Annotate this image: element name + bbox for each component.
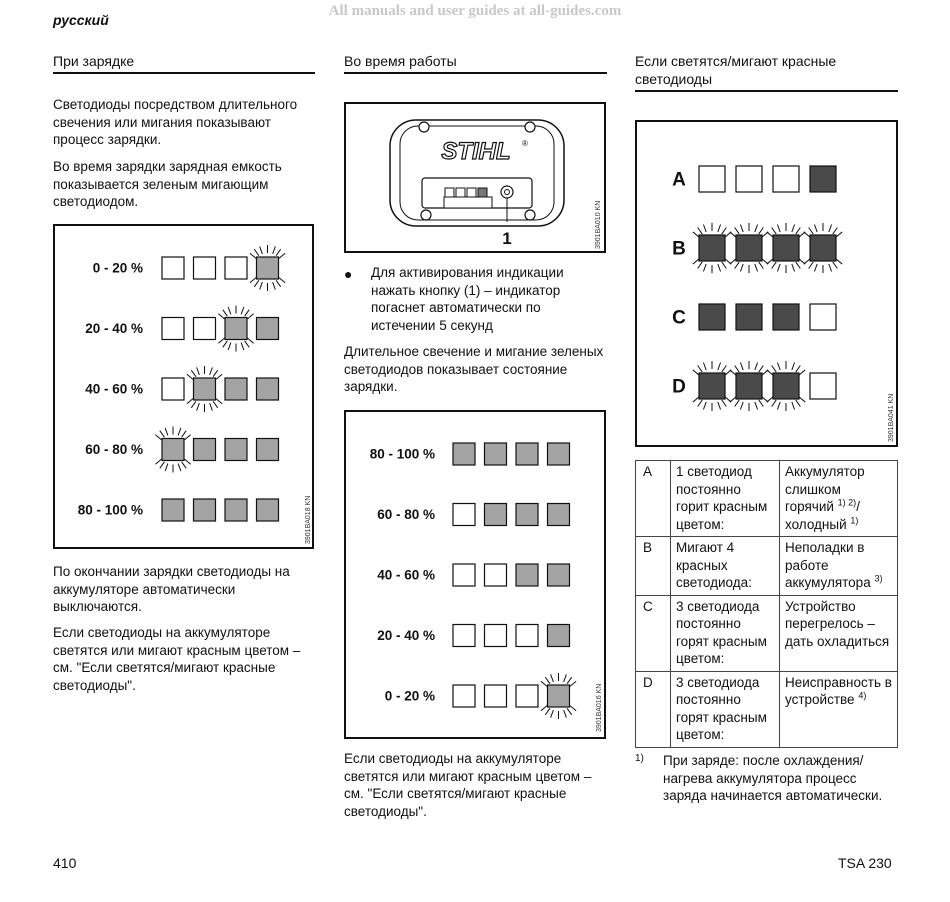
battery-illustration: [346, 104, 604, 251]
error-table-row: [636, 671, 898, 747]
charging-text-2: Во время зарядки зарядная емкость показывается зеленым мигающим светодиодом.: [53, 159, 282, 209]
figure-code: 3901BA016 KN: [596, 683, 603, 732]
led-indicator: [516, 685, 538, 707]
led-indicator: [194, 318, 216, 340]
led-indicator: [162, 257, 184, 279]
led-row-label: 0 - 20 %: [384, 688, 435, 704]
error-cause: Неполадки в работе аккумулятора $^{3)}$: [780, 537, 898, 596]
led-row-label: 0 - 20 %: [92, 260, 143, 276]
led-indicator: [162, 499, 184, 521]
led-row-label: 20 - 40 %: [377, 628, 435, 644]
led-indicator: [225, 257, 247, 279]
error-description: Мигают 4 красных светодиода:: [671, 537, 780, 596]
footnote-mark: 1): [635, 753, 644, 764]
led-indicator: [485, 504, 507, 526]
led-indicator: [225, 318, 247, 340]
led-indicator: [548, 625, 570, 647]
led-indicator: [736, 373, 762, 399]
error-code: D: [636, 671, 671, 747]
led-indicator: [453, 504, 475, 526]
led-row-label: 60 - 80 %: [85, 442, 143, 458]
led-indicator: [257, 378, 279, 400]
led-indicator: [516, 504, 538, 526]
led-indicator: [453, 443, 475, 465]
led-indicator: [773, 304, 799, 330]
led-indicator: [699, 304, 725, 330]
error-description: 3 светодиода постоянно горят красным цветом:: [671, 671, 780, 747]
led-indicator: [773, 235, 799, 261]
operation-text-2: Если светодиоды на аккумуляторе светятся или мигают красным цветом – см. "Если светятся/мигают красные светодиоды".: [344, 751, 592, 819]
led-indicator: [810, 166, 836, 192]
error-code: A: [636, 461, 671, 537]
led-indicator: [736, 235, 762, 261]
figure-code: 3901BA010 KN: [595, 200, 602, 249]
error-table-row: [636, 461, 898, 537]
error-description: 3 светодиода постоянно горят красным цветом:: [671, 595, 780, 671]
led-indicator: [162, 378, 184, 400]
error-code: B: [636, 537, 671, 596]
led-indicator: [548, 564, 570, 586]
led-indicator: [516, 564, 538, 586]
led-indicator: [736, 304, 762, 330]
error-table-row: [636, 595, 898, 671]
heading-charging: При зарядке: [53, 52, 315, 74]
led-indicator: [773, 373, 799, 399]
footnote-text: При заряде: после охлаждения/нагрева аккумулятора процесс заряда начинается автоматически.: [663, 753, 883, 803]
led-indicator: [485, 685, 507, 707]
led-indicator: [485, 443, 507, 465]
led-indicator: [453, 685, 475, 707]
led-indicator: [257, 439, 279, 461]
error-code: C: [636, 595, 671, 671]
led-indicator: [194, 499, 216, 521]
led-indicator: [257, 499, 279, 521]
operation-text-1: Длительное свечение и мигание зеленых светодиодов показывает состояние зарядки.: [344, 344, 604, 394]
error-table: [635, 460, 898, 748]
language-label: русский: [53, 12, 109, 28]
led-indicator: [225, 378, 247, 400]
charging-text-3: По окончании зарядки светодиоды на аккумуляторе автоматически выключаются.: [53, 564, 290, 614]
led-row-label: 80 - 100 %: [369, 446, 435, 462]
error-table-row: [636, 537, 898, 596]
svg-text:®: ®: [522, 139, 528, 148]
led-indicator: [810, 235, 836, 261]
led-indicator: [162, 439, 184, 461]
led-row-label: 60 - 80 %: [377, 507, 435, 523]
model-name: TSA 230: [838, 855, 892, 871]
led-indicator: [516, 443, 538, 465]
charging-text-4: Если светодиоды на аккумуляторе светятся или мигают красным цветом – см. "Если светятся/мигают красные светодиоды".: [53, 625, 301, 693]
activation-instruction: Для активирования индикации нажать кнопку (1) – индикатор погаснет автоматически по истечении 5 секунд: [371, 265, 564, 333]
led-row-label: 20 - 40 %: [85, 321, 143, 337]
led-indicator: [736, 166, 762, 192]
led-indicator: [485, 625, 507, 647]
led-row-label: 80 - 100 %: [77, 502, 143, 518]
led-indicator: [194, 378, 216, 400]
button-callout: 1: [502, 229, 512, 248]
led-indicator: [548, 443, 570, 465]
error-cause: Аккумулятор слишком горячий $^{1) 2)}$/холодный $^{1)}$: [780, 461, 898, 537]
led-row-label: 40 - 60 %: [377, 567, 435, 583]
led-indicator: [485, 564, 507, 586]
led-row-label: 40 - 60 %: [85, 381, 143, 397]
charging-text-1: Светодиоды посредством длительного свечения или мигания показывают процесс зарядки.: [53, 97, 298, 147]
led-indicator: [194, 439, 216, 461]
led-row-label: B: [672, 238, 686, 260]
led-indicator: [453, 625, 475, 647]
led-indicator: [257, 257, 279, 279]
led-indicator: [194, 257, 216, 279]
error-cause: Неисправность в устройстве $^{4)}$: [780, 671, 898, 747]
brand-logo: STIHL: [441, 138, 511, 165]
led-indicator: [699, 373, 725, 399]
led-indicator: [810, 373, 836, 399]
led-indicator: [773, 166, 799, 192]
led-indicator: [548, 504, 570, 526]
heading-operation: Во время работы: [344, 52, 607, 74]
page-number: 410: [53, 855, 77, 871]
led-row-label: D: [672, 376, 686, 398]
battery-figure: [344, 102, 606, 253]
led-indicator: [453, 564, 475, 586]
led-indicator: [225, 439, 247, 461]
heading-red-leds: Если светятся/мигают красные светодиоды: [635, 52, 898, 92]
led-indicator: [162, 318, 184, 340]
red-led-figure: [635, 120, 898, 447]
error-description: 1 светодиод постоянно горит красным цветом:: [671, 461, 780, 537]
led-indicator: [516, 625, 538, 647]
operation-led-figure: [344, 410, 606, 739]
charging-led-figure: [53, 224, 314, 549]
led-row-label: C: [672, 307, 686, 329]
led-row-label: A: [672, 169, 686, 191]
figure-code: 3901BA018 KN: [305, 495, 312, 544]
led-indicator: [699, 235, 725, 261]
bullet-mark: ●: [344, 266, 353, 282]
led-indicator: [548, 685, 570, 707]
watermark: All manuals and user guides at all-guides.com: [328, 3, 622, 19]
led-indicator: [257, 318, 279, 340]
figure-code: 3901BA041 KN: [888, 393, 895, 442]
led-indicator: [699, 166, 725, 192]
led-indicator: [225, 499, 247, 521]
led-indicator: [810, 304, 836, 330]
error-cause: Устройство перегрелось – дать охладиться: [780, 595, 898, 671]
